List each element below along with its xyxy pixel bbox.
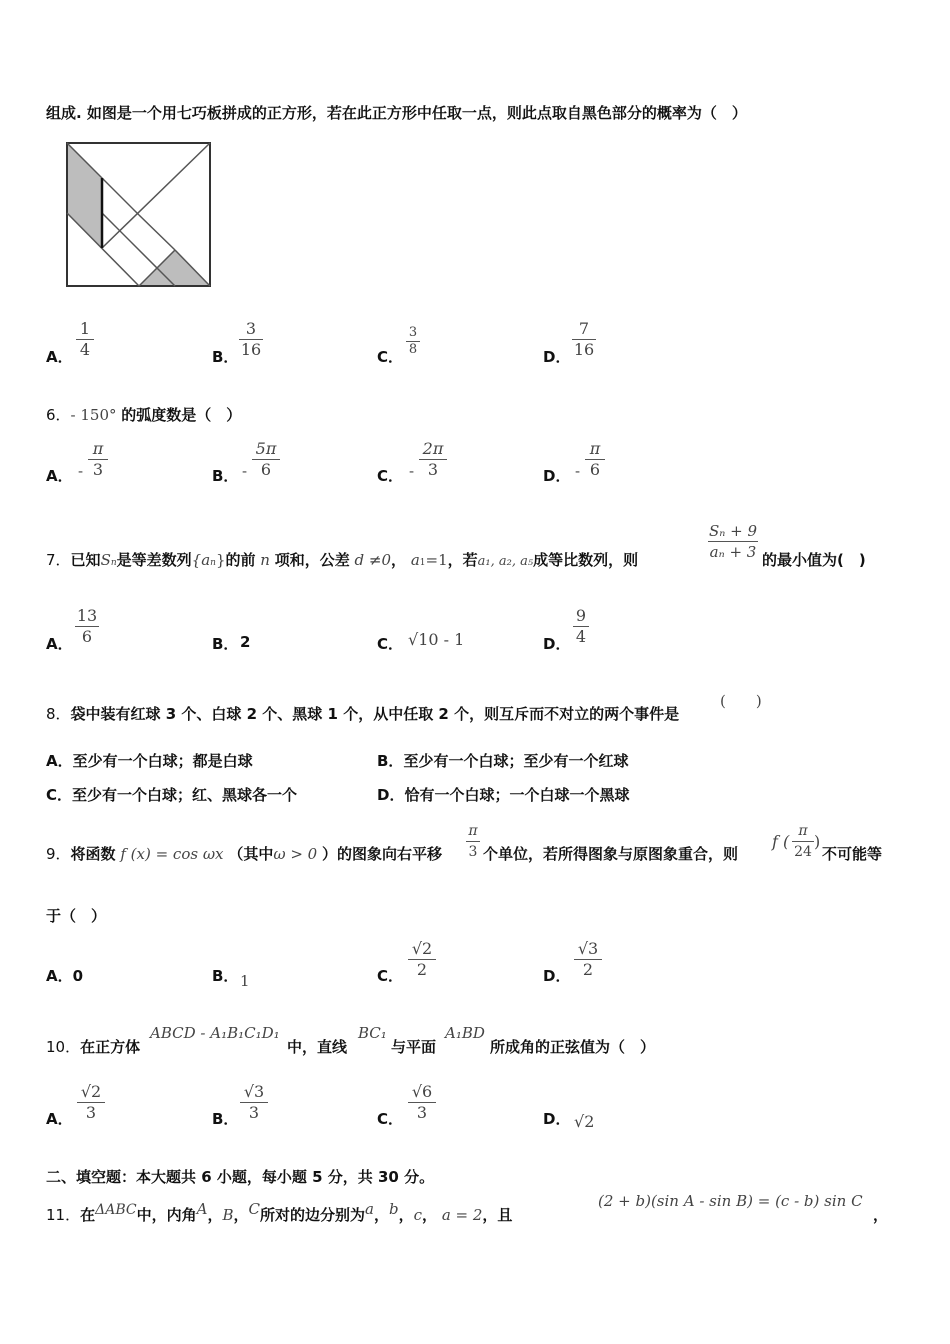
q9-option-a: A．0 bbox=[46, 967, 84, 985]
q5-option-b-fraction: 3 16 bbox=[240, 319, 262, 359]
q5-option-a-fraction: 1 4 bbox=[76, 320, 94, 359]
q9-stem-end: 不可能等 bbox=[822, 845, 883, 863]
q11-stem-end: ， bbox=[873, 1206, 889, 1224]
q10-option-a-fraction: √2 3 bbox=[77, 1083, 105, 1122]
q10-option-c-label: C． bbox=[377, 1110, 404, 1128]
q6-option-c-label: C． bbox=[377, 467, 404, 485]
q7-target-fraction: Sₙ + 9 aₙ + 3 bbox=[708, 522, 757, 561]
q10-stem: 10．在正方体 bbox=[46, 1038, 141, 1056]
q8-option-c: C．至少有一个白球；红、黑球各一个 bbox=[46, 786, 298, 804]
q6-option-a-fraction: π 3 bbox=[88, 440, 108, 479]
q6-option-a-label: A． bbox=[46, 467, 73, 485]
q9-option-d-label: D． bbox=[543, 967, 571, 985]
q10-line: BC₁ bbox=[358, 1024, 387, 1042]
q9-option-c-label: C． bbox=[377, 967, 404, 985]
section-2-title: 二、填空题：本大题共 6 小题，每小题 5 分，共 30 分。 bbox=[46, 1168, 435, 1186]
q5-option-d-fraction: 7 16 bbox=[573, 319, 595, 359]
q8-option-d: D．恰有一个白球；一个白球一个黑球 bbox=[377, 786, 630, 804]
q5-option-b-label: B． bbox=[212, 348, 239, 366]
q7-option-d-fraction: 9 4 bbox=[573, 607, 589, 646]
q7-option-b-value: 2 bbox=[240, 633, 251, 651]
q10-stem-3: 与平面 bbox=[391, 1038, 437, 1056]
q9-f-close: ) bbox=[814, 832, 821, 851]
q7-option-a-fraction: 13 6 bbox=[76, 606, 98, 646]
q5-option-c-fraction: 3 8 bbox=[406, 326, 420, 357]
q5-option-d-label: D． bbox=[543, 348, 571, 366]
q10-option-d-value: √2 bbox=[574, 1112, 595, 1131]
q10-option-d-label: D． bbox=[543, 1110, 571, 1128]
q5-option-a-label: A． bbox=[46, 348, 73, 366]
q9-arg-fraction: π 24 bbox=[792, 822, 814, 861]
q10-stem-4: 所成角的正弦值为（ ） bbox=[490, 1038, 656, 1056]
q11-stem: 11．在ΔABC中，内角A，B，C所对的边分别为a，b，c， a = 2，且 bbox=[46, 1200, 513, 1224]
q7-option-b-label: B． bbox=[212, 635, 239, 653]
q9-shift-fraction: π 3 bbox=[466, 822, 480, 861]
q6-option-b-label: B． bbox=[212, 467, 239, 485]
q8-stem: 8．袋中装有红球 3 个、白球 2 个、黑球 1 个，从中任取 2 个，则互斥而不对立的两个事件是 bbox=[46, 705, 680, 723]
tangram-shaded-bottom bbox=[139, 250, 210, 286]
q10-option-c-fraction: √6 3 bbox=[408, 1083, 436, 1122]
q6-option-c-fraction: 2π 3 bbox=[419, 440, 447, 479]
q6-option-d-sign: - bbox=[575, 462, 581, 480]
q7-stem-end: 的最小值为( ) bbox=[762, 551, 866, 569]
q10-plane: A₁BD bbox=[445, 1024, 485, 1042]
q6-option-d-fraction: π 6 bbox=[585, 440, 605, 479]
q7-option-c-value: √10 - 1 bbox=[408, 630, 465, 649]
q6-option-d-label: D． bbox=[543, 467, 571, 485]
q7-option-a-label: A． bbox=[46, 635, 73, 653]
q11-equation: (2 + b)(sin A - sin B) = (c - b) sin C bbox=[598, 1192, 863, 1210]
q6-option-b-fraction: 5π 6 bbox=[252, 440, 280, 479]
q10-cube: ABCD - A₁B₁C₁D₁ bbox=[150, 1024, 280, 1042]
q7-option-c-label: C． bbox=[377, 635, 404, 653]
q10-option-a-label: A． bbox=[46, 1110, 73, 1128]
q7-stem: 7．已知Sn是等差数列{an}的前 n 项和，公差 d ≠0， a1=1，若a₁, a₂, a₅成等比数列，则 bbox=[46, 551, 639, 569]
q6-option-a-sign: - bbox=[78, 462, 84, 480]
q8-option-b: B．至少有一个白球；至少有一个红球 bbox=[377, 752, 629, 770]
tangram-figure bbox=[64, 140, 214, 290]
q6-stem: 6．- 150° 的弧度数是（ ） bbox=[46, 406, 242, 424]
q9-option-b-value: 1 bbox=[240, 972, 250, 990]
q5-stem: 组成. 如图是一个用七巧板拼成的正方形，若在此正方形中任取一点，则此点取自黑色部分的概率为（ ） bbox=[46, 104, 747, 122]
q10-option-b-label: B． bbox=[212, 1110, 239, 1128]
q9-stem-middle: 个单位，若所得图象与原图象重合，则 bbox=[483, 845, 739, 863]
q5-option-c-label: C． bbox=[377, 348, 404, 366]
tangram-shaded-left bbox=[67, 143, 102, 248]
q9-stem-wrap: 于（ ） bbox=[46, 907, 107, 925]
q9-option-c-fraction: √2 2 bbox=[408, 940, 436, 979]
q7-option-d-label: D． bbox=[543, 635, 571, 653]
q6-option-b-sign: - bbox=[242, 462, 248, 480]
q9-stem: 9．将函数 f (x) = cos ωx （其中ω > 0 ）的图象向右平移 bbox=[46, 845, 443, 863]
q9-option-b-label: B． bbox=[212, 967, 239, 985]
q8-paren: ( ) bbox=[720, 692, 762, 710]
q10-stem-2: 中，直线 bbox=[287, 1038, 348, 1056]
q9-f-open: f ( bbox=[772, 832, 790, 851]
q10-option-b-fraction: √3 3 bbox=[240, 1083, 268, 1122]
q6-option-c-sign: - bbox=[409, 462, 415, 480]
q9-option-d-fraction: √3 2 bbox=[574, 940, 602, 979]
q8-option-a: A．至少有一个白球；都是白球 bbox=[46, 752, 253, 770]
